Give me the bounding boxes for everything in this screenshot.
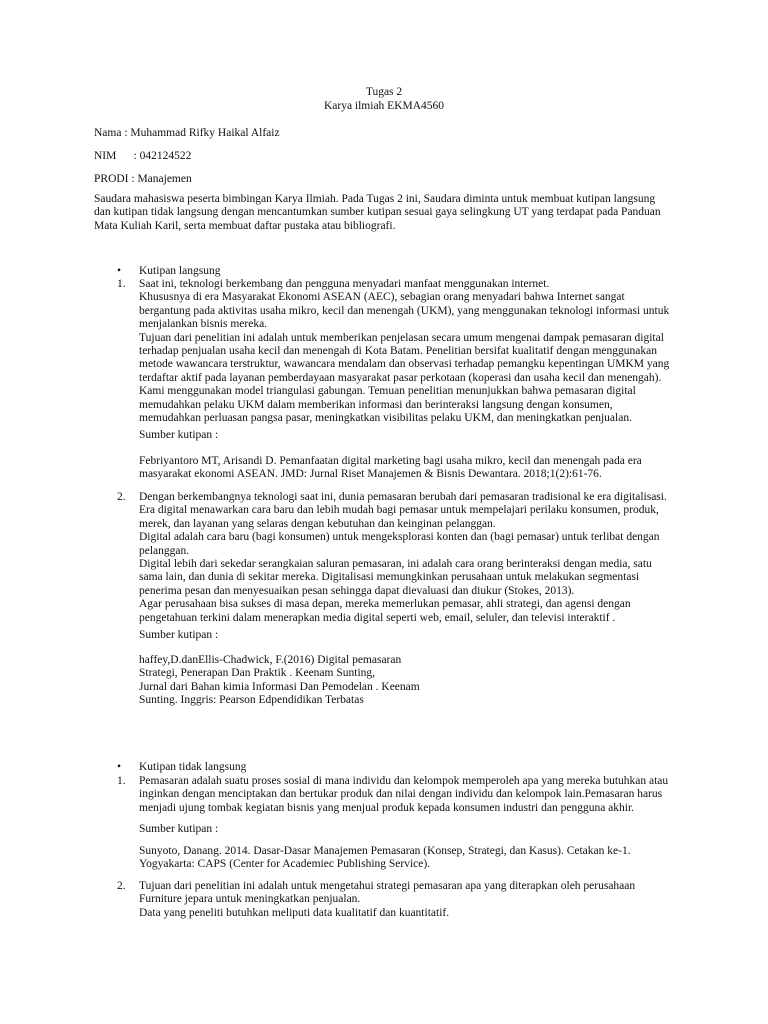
intro-paragraph — [94, 193, 684, 233]
item-line: Pemasaran adalah suatu proses sosial di mana individu dan kelompok memperoleh apa yang mereka butuhkan atau — [139, 775, 669, 787]
list-item — [139, 880, 684, 920]
item-line: sama lain, dan dunia di sekitar mereka. Digitalisasi memungkinkan perusahaan untuk melakukan segmentasi — [139, 571, 640, 584]
student-prodi: PRODI : Manajemen — [94, 173, 192, 185]
document-subtitle: Karya ilmiah EKMA4560 — [323, 100, 445, 112]
item-line: bergantung pada aktivitas usaha mikro, kecil dan menengah (UKM), yang menggunakan teknologi informasi untuk — [139, 304, 670, 317]
item-line: Agar perusahaan bisa sukses di masa depan, mereka memerlukan pemasar, ahli strategi, dan agensi dengan — [139, 598, 631, 611]
source-label: Sumber kutipan : — [139, 629, 219, 641]
item-line: metode wawancara terstruktur, wawancara mendalam dan observasi terhadap pemangku kepentingan UMKM yang — [139, 358, 670, 371]
section-heading-label: Kutipan langsung — [139, 265, 221, 277]
intro-line: dan kutipan tidak langsung dengan mencantumkan sumber kutipan sesuai gaya selingkung UT yang terdapat pada Panduan — [94, 206, 661, 219]
item-line: pengetahuan terkini dalam menerapkan media digital seperti web, email, seluler, dan televisi interaktif . — [139, 611, 616, 624]
citation-line: Strategi, Penerapan Dan Praktik . Keenam Sunting, — [139, 667, 376, 680]
source-citation — [139, 845, 684, 872]
item-line: Kami menggunakan model triangulasi gabungan. Temuan penelitian menunjukkan bahwa pemasaran digital — [139, 385, 636, 398]
list-item — [139, 775, 684, 815]
item-line: Dengan berkembangnya teknologi saat ini, dunia pemasaran berubah dari pemasaran tradisional ke era digitalisasi. — [139, 491, 667, 503]
item-line: pelanggan. — [139, 544, 190, 557]
source-citation — [139, 654, 684, 708]
source-label: Sumber kutipan : — [139, 823, 219, 835]
list-number: 2. — [117, 491, 126, 503]
bullet-icon: • — [117, 761, 122, 773]
item-line: merek, dan layanan yang selaras dengan kebutuhan dan keinginan pelanggan. — [139, 517, 496, 530]
student-name: Nama : Muhammad Rifky Haikal Alfaiz — [94, 127, 280, 139]
item-line: Era digital menawarkan cara baru dan lebih mudah bagi pemasar untuk mempelajari perilaku konsumen, produk, — [139, 504, 659, 517]
item-line: Furniture jepara untuk meningkatkan penjualan. — [139, 893, 361, 906]
item-line: memudahkan pelaku UKM dalam memberikan informasi dan berinteraksi langsung dengan konsumen, — [139, 398, 613, 411]
item-line: menjadi ujung tombak kegiatan bisnis yang menjual produk kepada konsumen industri dan pengguna akhir. — [139, 801, 635, 814]
citation-line: Sunyoto, Danang. 2014. Dasar-Dasar Manajemen Pemasaran (Konsep, Strategi, dan Kasus). Cetakan ke-1. — [139, 845, 631, 857]
citation-line: haffey,D.danEllis-Chadwick, F.(2016) Digital pemasaran — [139, 654, 402, 666]
source-citation — [139, 455, 684, 482]
item-line: Tujuan dari penelitian ini adalah untuk memberikan penjelasan secara umum mengenai dampak pemasaran digital — [139, 331, 664, 344]
citation-line: Jurnal dari Bahan kimia Informasi Dan Pemodelan . Keenam — [139, 680, 420, 693]
document-title: Tugas 2 — [365, 86, 403, 98]
item-line: Tujuan dari penelitian ini adalah untuk mengetahui strategi pemasaran apa yang diterapkan oleh perusahaan — [139, 880, 636, 892]
item-line: inginkan dengan menciptakan dan bertukar produk dan nilai dengan individu dan kelompok lain.Pemasaran harus — [139, 788, 663, 801]
intro-line: Mata Kuliah Karil, serta membuat daftar pustaka atau bibliografi. — [94, 219, 396, 232]
student-nim: NIM : 042124522 — [94, 150, 192, 162]
section-heading-label: Kutipan tidak langsung — [139, 761, 247, 773]
citation-line: Febriyantoro MT, Arisandi D. Pemanfaatan digital marketing bagi usaha mikro, kecil dan menengah pada era — [139, 455, 642, 467]
item-line: terhadap penjualan usaha kecil dan menengah di Kota Batam. Penelitian bersifat kualitatif dengan menggunakan — [139, 345, 657, 358]
item-line: Khususnya di era Masyarakat Ekonomi ASEAN (AEC), sebagian orang menyadari bahwa Internet sangat — [139, 291, 625, 304]
item-line: Saat ini, teknologi berkembang dan pengguna menyadari manfaat menggunakan internet. — [139, 278, 550, 290]
intro-line: Saudara mahasiswa peserta bimbingan Karya Ilmiah. Pada Tugas 2 ini, Saudara diminta untuk membuat kutipan langsung — [94, 193, 656, 205]
item-line: Data yang peneliti butuhkan meliputi data kualitatif dan kuantitatif. — [139, 906, 450, 919]
list-number: 1. — [117, 278, 126, 290]
citation-line: masyarakat ekonomi ASEAN. JMD: Jurnal Riset Manajemen & Bisnis Dewantara. 2018;1(2):61-76. — [139, 468, 602, 481]
item-line: menjalankan bisnis mereka. — [139, 318, 268, 331]
item-line: Digital lebih dari sekedar serangkaian saluran pemasaran, ini adalah cara orang berinteraksi dengan media, satu — [139, 558, 652, 571]
citation-line: Yogyakarta: CAPS (Center for Academiec Publishing Service). — [139, 858, 431, 871]
item-line: Digital adalah cara baru (bagi konsumen) untuk mengeksplorasi konten dan (bagi pemasar) untuk terlibat dengan — [139, 531, 660, 544]
item-line: terdaftar aktif pada layanan pemberdayaan masyarakat pasar perkotaan (koperasi dan usaha kecil dan menengah). — [139, 371, 662, 384]
item-line: memudahkan perluasan pangsa pasar, meningkatkan visibilitas pelaku UKM, dan meningkatkan penjualan. — [139, 412, 632, 425]
bullet-icon: • — [117, 265, 122, 277]
citation-line: Sunting. Inggris: Pearson Edpendidikan Terbatas — [139, 694, 364, 707]
list-number: 1. — [117, 775, 126, 787]
list-number: 2. — [117, 880, 126, 892]
list-item — [139, 491, 684, 625]
source-label: Sumber kutipan : — [139, 429, 219, 441]
list-item — [139, 278, 684, 425]
item-line: penerima pesan dan menyesuaikan pesan sehingga dapat dievaluasi dan diukur (Stokes, 2013). — [139, 584, 575, 597]
